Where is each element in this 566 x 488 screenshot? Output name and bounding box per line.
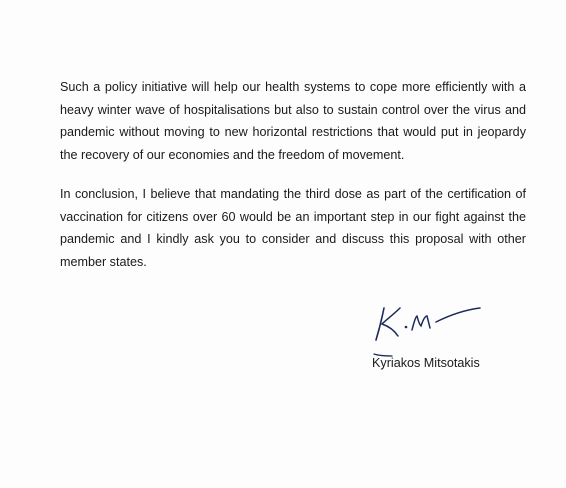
letter-paragraph: In conclusion, I believe that mandating the third dose as part of the certification of vaccination for citizens over 60 would be an important step in our fight against the pandemic and I kindly ask you to consider and discuss this proposal with other member states. <box>60 187 526 269</box>
letter-paragraph: Such a policy initiative will help our health systems to cope more efficiently with a heavy winter wave of hospitalisations but also to sustain control over the virus and pandemic without moving to new horizontal restrictions that would put in jeopardy the recovery of our economies and the freedom of movement. <box>60 80 526 162</box>
signer-name: Kyriakos Mitsotakis <box>372 356 480 370</box>
